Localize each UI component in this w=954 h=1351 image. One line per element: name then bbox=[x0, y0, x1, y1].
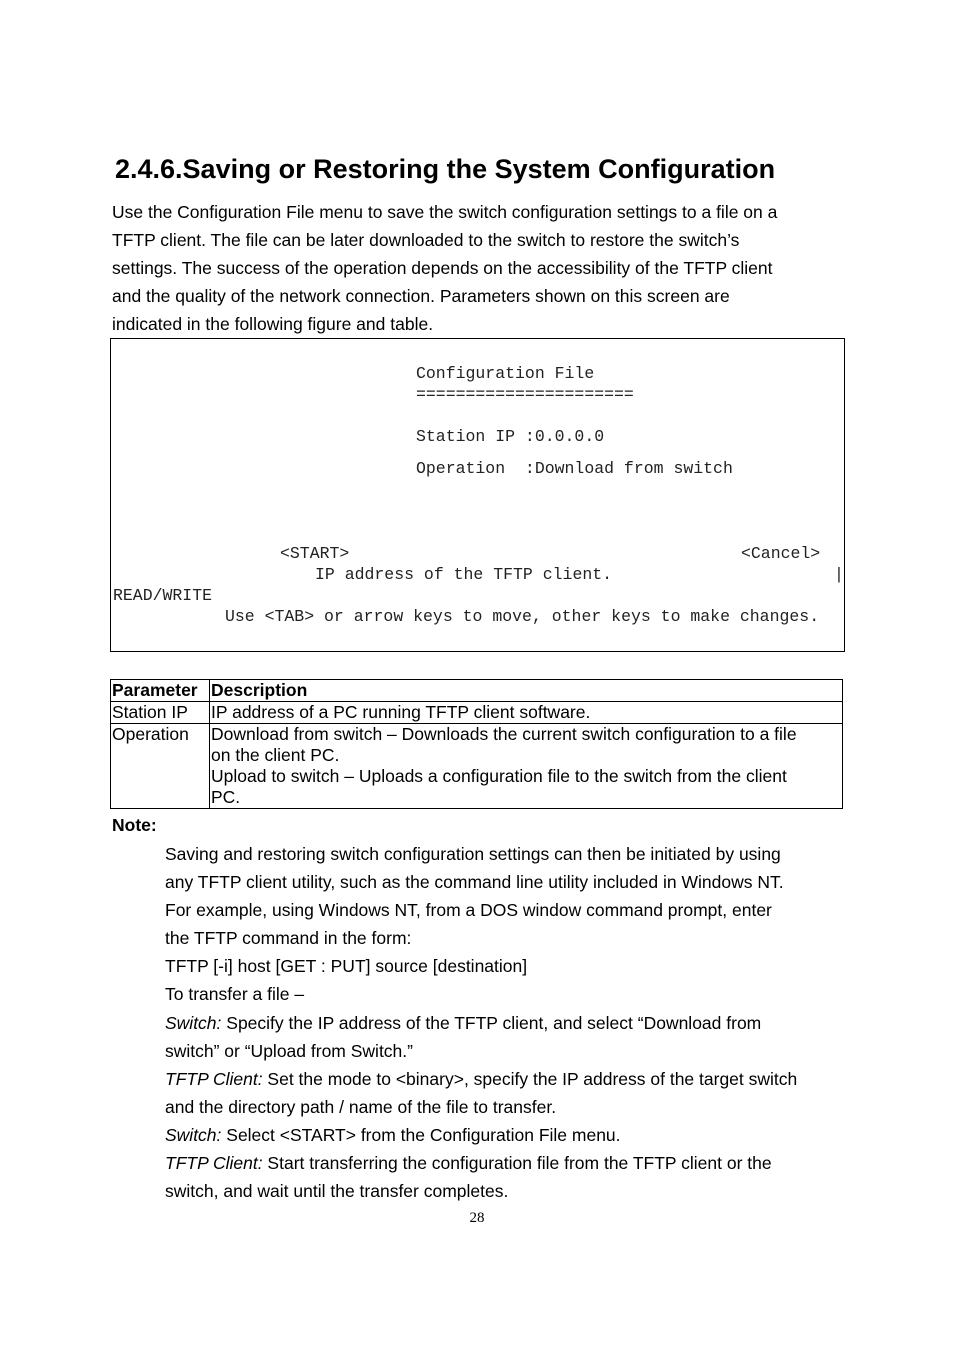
note-line: For example, using Windows NT, from a DOS window command prompt, enter bbox=[165, 900, 772, 921]
step-line-continued: and the directory path / name of the file to transfer. bbox=[165, 1096, 557, 1117]
screen-title: Configuration File bbox=[416, 364, 595, 383]
help-marker: | bbox=[834, 565, 844, 584]
step-line bbox=[165, 1065, 855, 1093]
intro-line: TFTP client. The file can be later downloaded to the switch to restore the switch’s bbox=[112, 230, 740, 250]
screen-title-underline: ====================== bbox=[416, 385, 634, 404]
step-line bbox=[165, 1149, 855, 1177]
navigation-hint: Use <TAB> or arrow keys to move, other keys to make changes. bbox=[225, 607, 820, 626]
tftp-command-syntax: TFTP [-i] host [GET : PUT] source [destination] bbox=[165, 956, 528, 977]
step-label: TFTP Client: bbox=[165, 1153, 263, 1174]
config-file-screen bbox=[110, 338, 845, 652]
section-heading: 2.4.6.Saving or Restoring the System Configuration bbox=[115, 154, 776, 184]
note-body bbox=[165, 840, 855, 1205]
step-text: Start transferring the configuration file from the TFTP client or the bbox=[262, 1153, 772, 1174]
intro-line: and the quality of the network connection. Parameters shown on this screen are bbox=[112, 286, 730, 306]
param-cell: Operation bbox=[111, 724, 210, 809]
desc-line: on the client PC. bbox=[211, 745, 340, 765]
page-number: 28 bbox=[469, 1210, 485, 1226]
desc-cell bbox=[210, 702, 843, 724]
intro-line: indicated in the following figure and table. bbox=[112, 314, 434, 334]
step-text: Specify the IP address of the TFTP client, and select “Download from bbox=[221, 1012, 762, 1033]
step-line bbox=[165, 1009, 855, 1037]
step-label: Switch: bbox=[165, 1124, 222, 1145]
table-row bbox=[111, 702, 843, 724]
operation-field[interactable]: Operation :Download from switch bbox=[416, 459, 733, 478]
note-label: Note: bbox=[112, 815, 157, 835]
note-line: Saving and restoring switch configuration settings can then be initiated by using bbox=[165, 844, 781, 864]
help-text: IP address of the TFTP client. bbox=[315, 565, 613, 584]
table-header-row bbox=[111, 680, 843, 702]
parameter-table bbox=[110, 679, 843, 809]
step-label: TFTP Client: bbox=[165, 1068, 263, 1089]
desc-line: IP address of a PC running TFTP client software. bbox=[211, 702, 591, 722]
intro-line: settings. The success of the operation depends on the accessibility of the TFTP client bbox=[112, 258, 773, 278]
desc-line: PC. bbox=[211, 787, 241, 807]
step-text: Select <START> from the Configuration File menu. bbox=[221, 1124, 621, 1145]
start-button[interactable]: <START> bbox=[280, 544, 350, 563]
intro-line: Use the Configuration File menu to save the switch configuration settings to a file on a bbox=[112, 202, 778, 222]
desc-cell bbox=[210, 724, 843, 809]
table-row bbox=[111, 724, 843, 809]
param-cell: Station IP bbox=[111, 702, 210, 724]
step-line-continued: switch, and wait until the transfer completes. bbox=[165, 1181, 509, 1202]
note-line: To transfer a file – bbox=[165, 984, 305, 1005]
header-description: Description bbox=[210, 680, 843, 702]
intro-paragraph bbox=[112, 198, 852, 338]
station-ip-field[interactable]: Station IP :0.0.0.0 bbox=[416, 427, 605, 446]
note-line: the TFTP command in the form: bbox=[165, 928, 412, 949]
desc-line: Download from switch – Downloads the current switch configuration to a file bbox=[211, 724, 797, 744]
step-label: Switch: bbox=[165, 1012, 222, 1033]
note-line: any TFTP client utility, such as the command line utility included in Windows NT. bbox=[165, 872, 784, 893]
step-line bbox=[165, 1121, 855, 1149]
access-mode: READ/WRITE bbox=[113, 586, 213, 605]
cancel-button[interactable]: <Cancel> bbox=[741, 544, 821, 563]
step-text: Set the mode to <binary>, specify the IP address of the target switch bbox=[262, 1068, 798, 1089]
step-line-continued: switch” or “Upload from Switch.” bbox=[165, 1040, 413, 1061]
desc-line: Upload to switch – Uploads a configuration file to the switch from the client bbox=[211, 766, 787, 786]
header-parameter: Parameter bbox=[111, 680, 210, 702]
